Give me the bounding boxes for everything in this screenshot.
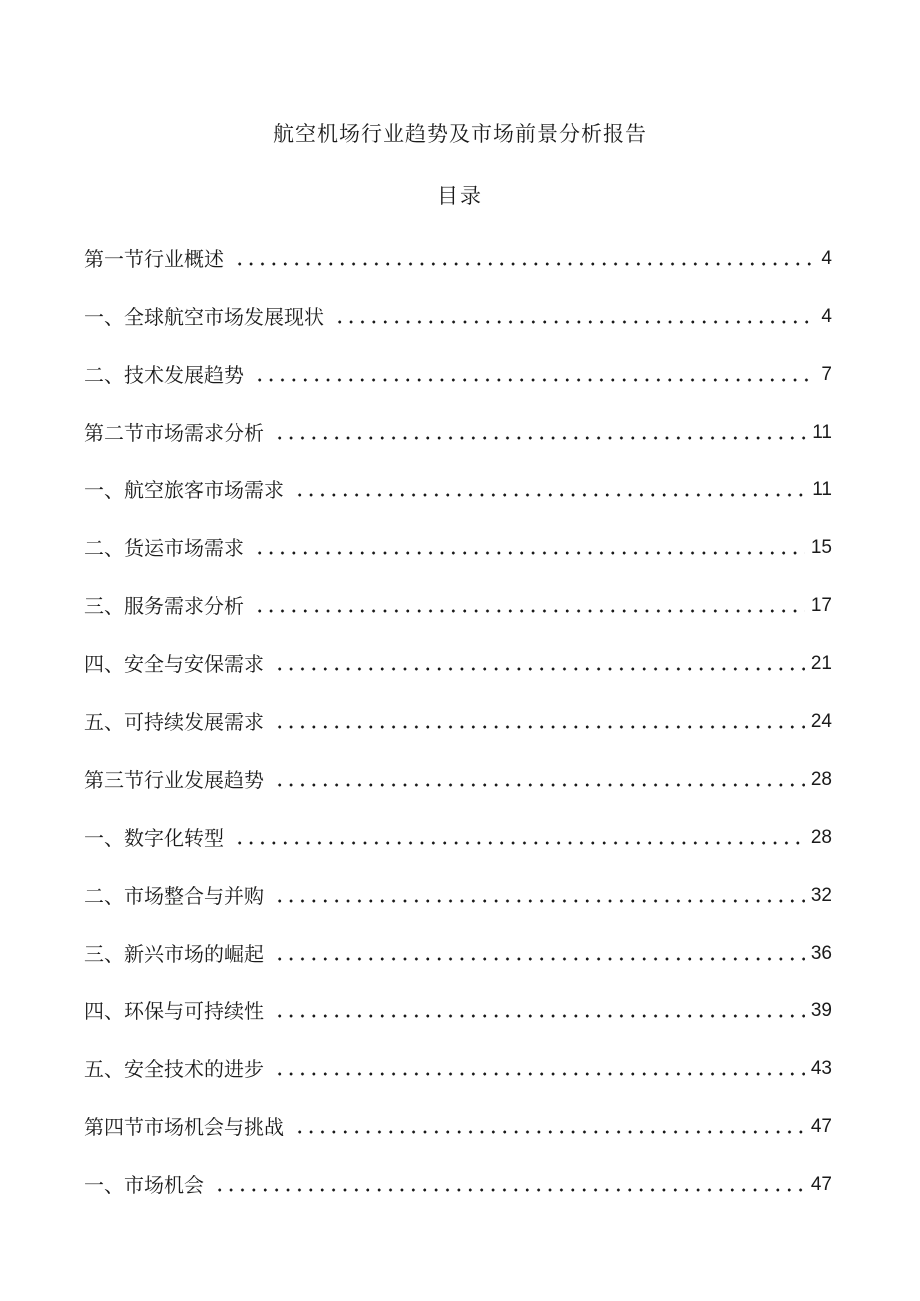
toc-entry-label: 二、市场整合与并购 <box>84 883 264 908</box>
toc-entry[interactable] <box>84 1044 832 1102</box>
toc-entry-page: 17 <box>810 595 832 617</box>
toc-leader-dots <box>294 1130 805 1134</box>
toc-entry-label: 一、数字化转型 <box>84 825 224 850</box>
toc-entry-page: 43 <box>810 1058 832 1080</box>
toc-entry-label: 第一节行业概述 <box>84 246 224 271</box>
toc-leader-dots <box>274 725 805 729</box>
toc-entry-label: 五、安全技术的进步 <box>84 1057 264 1082</box>
toc-entry-label: 一、航空旅客市场需求 <box>84 478 284 503</box>
toc-entry-page: 32 <box>810 884 832 906</box>
toc-leader-dots <box>254 609 805 613</box>
toc-entry-page: 4 <box>821 247 832 269</box>
toc-heading: 目录 <box>437 184 483 208</box>
toc-entry-page: 7 <box>821 363 832 385</box>
toc-entry-label: 第三节行业发展趋势 <box>84 767 264 792</box>
document-title: 航空机场行业趋势及市场前景分析报告 <box>273 122 647 146</box>
toc-entry-page: 11 <box>812 479 832 501</box>
toc-leader-dots <box>294 493 806 497</box>
toc-entry[interactable] <box>84 929 832 987</box>
toc-leader-dots <box>274 783 805 787</box>
toc-leader-dots <box>274 1014 805 1018</box>
toc-entry-page: 11 <box>812 421 832 443</box>
toc-entry-label: 二、货运市场需求 <box>84 536 244 561</box>
toc-entry-label: 五、可持续发展需求 <box>84 710 264 735</box>
toc-leader-dots <box>234 262 815 266</box>
toc-entry-label: 第二节市场需求分析 <box>84 420 264 445</box>
toc-entry[interactable] <box>84 871 832 929</box>
toc-entry-page: 4 <box>821 305 832 327</box>
toc-entry[interactable] <box>84 581 832 639</box>
toc-leader-dots <box>274 667 805 671</box>
toc-entry[interactable] <box>84 523 832 581</box>
toc-entry[interactable] <box>84 234 832 292</box>
toc-entry[interactable] <box>84 987 832 1045</box>
toc-entry-page: 28 <box>810 826 832 848</box>
toc-entry-label: 一、市场机会 <box>84 1173 204 1198</box>
toc-leader-dots <box>274 899 805 903</box>
toc-entry-label: 第四节市场机会与挑战 <box>84 1115 284 1140</box>
toc-entry-label: 二、技术发展趋势 <box>84 362 244 387</box>
toc-leader-dots <box>254 378 815 382</box>
toc-entry-label: 四、安全与安保需求 <box>84 652 264 677</box>
toc-entry-page: 24 <box>810 711 832 733</box>
toc-leader-dots <box>274 436 806 440</box>
toc-leader-dots <box>234 841 805 845</box>
toc-leader-dots <box>274 957 805 961</box>
toc-entry[interactable] <box>84 1160 832 1218</box>
toc-entry[interactable] <box>84 639 832 697</box>
toc-entry-page: 28 <box>810 768 832 790</box>
table-of-contents <box>84 234 832 1218</box>
toc-entry-page: 21 <box>810 653 832 675</box>
toc-entry[interactable] <box>84 813 832 871</box>
toc-entry[interactable] <box>84 466 832 524</box>
toc-entry[interactable] <box>84 755 832 813</box>
toc-leader-dots <box>274 1072 805 1076</box>
toc-entry-label: 四、环保与可持续性 <box>84 999 264 1024</box>
toc-entry-page: 39 <box>810 1000 832 1022</box>
toc-entry-label: 一、全球航空市场发展现状 <box>84 304 324 329</box>
toc-leader-dots <box>334 320 815 324</box>
toc-entry[interactable] <box>84 1102 832 1160</box>
toc-leader-dots <box>254 551 805 555</box>
toc-leader-dots <box>214 1188 805 1192</box>
toc-entry[interactable] <box>84 408 832 466</box>
toc-entry[interactable] <box>84 292 832 350</box>
toc-entry-label: 三、服务需求分析 <box>84 594 244 619</box>
toc-entry-page: 47 <box>810 1174 832 1196</box>
toc-entry-page: 15 <box>810 537 832 559</box>
toc-entry-page: 47 <box>810 1116 832 1138</box>
toc-entry[interactable] <box>84 350 832 408</box>
toc-entry-page: 36 <box>810 942 832 964</box>
toc-entry-label: 三、新兴市场的崛起 <box>84 941 264 966</box>
toc-entry[interactable] <box>84 697 832 755</box>
